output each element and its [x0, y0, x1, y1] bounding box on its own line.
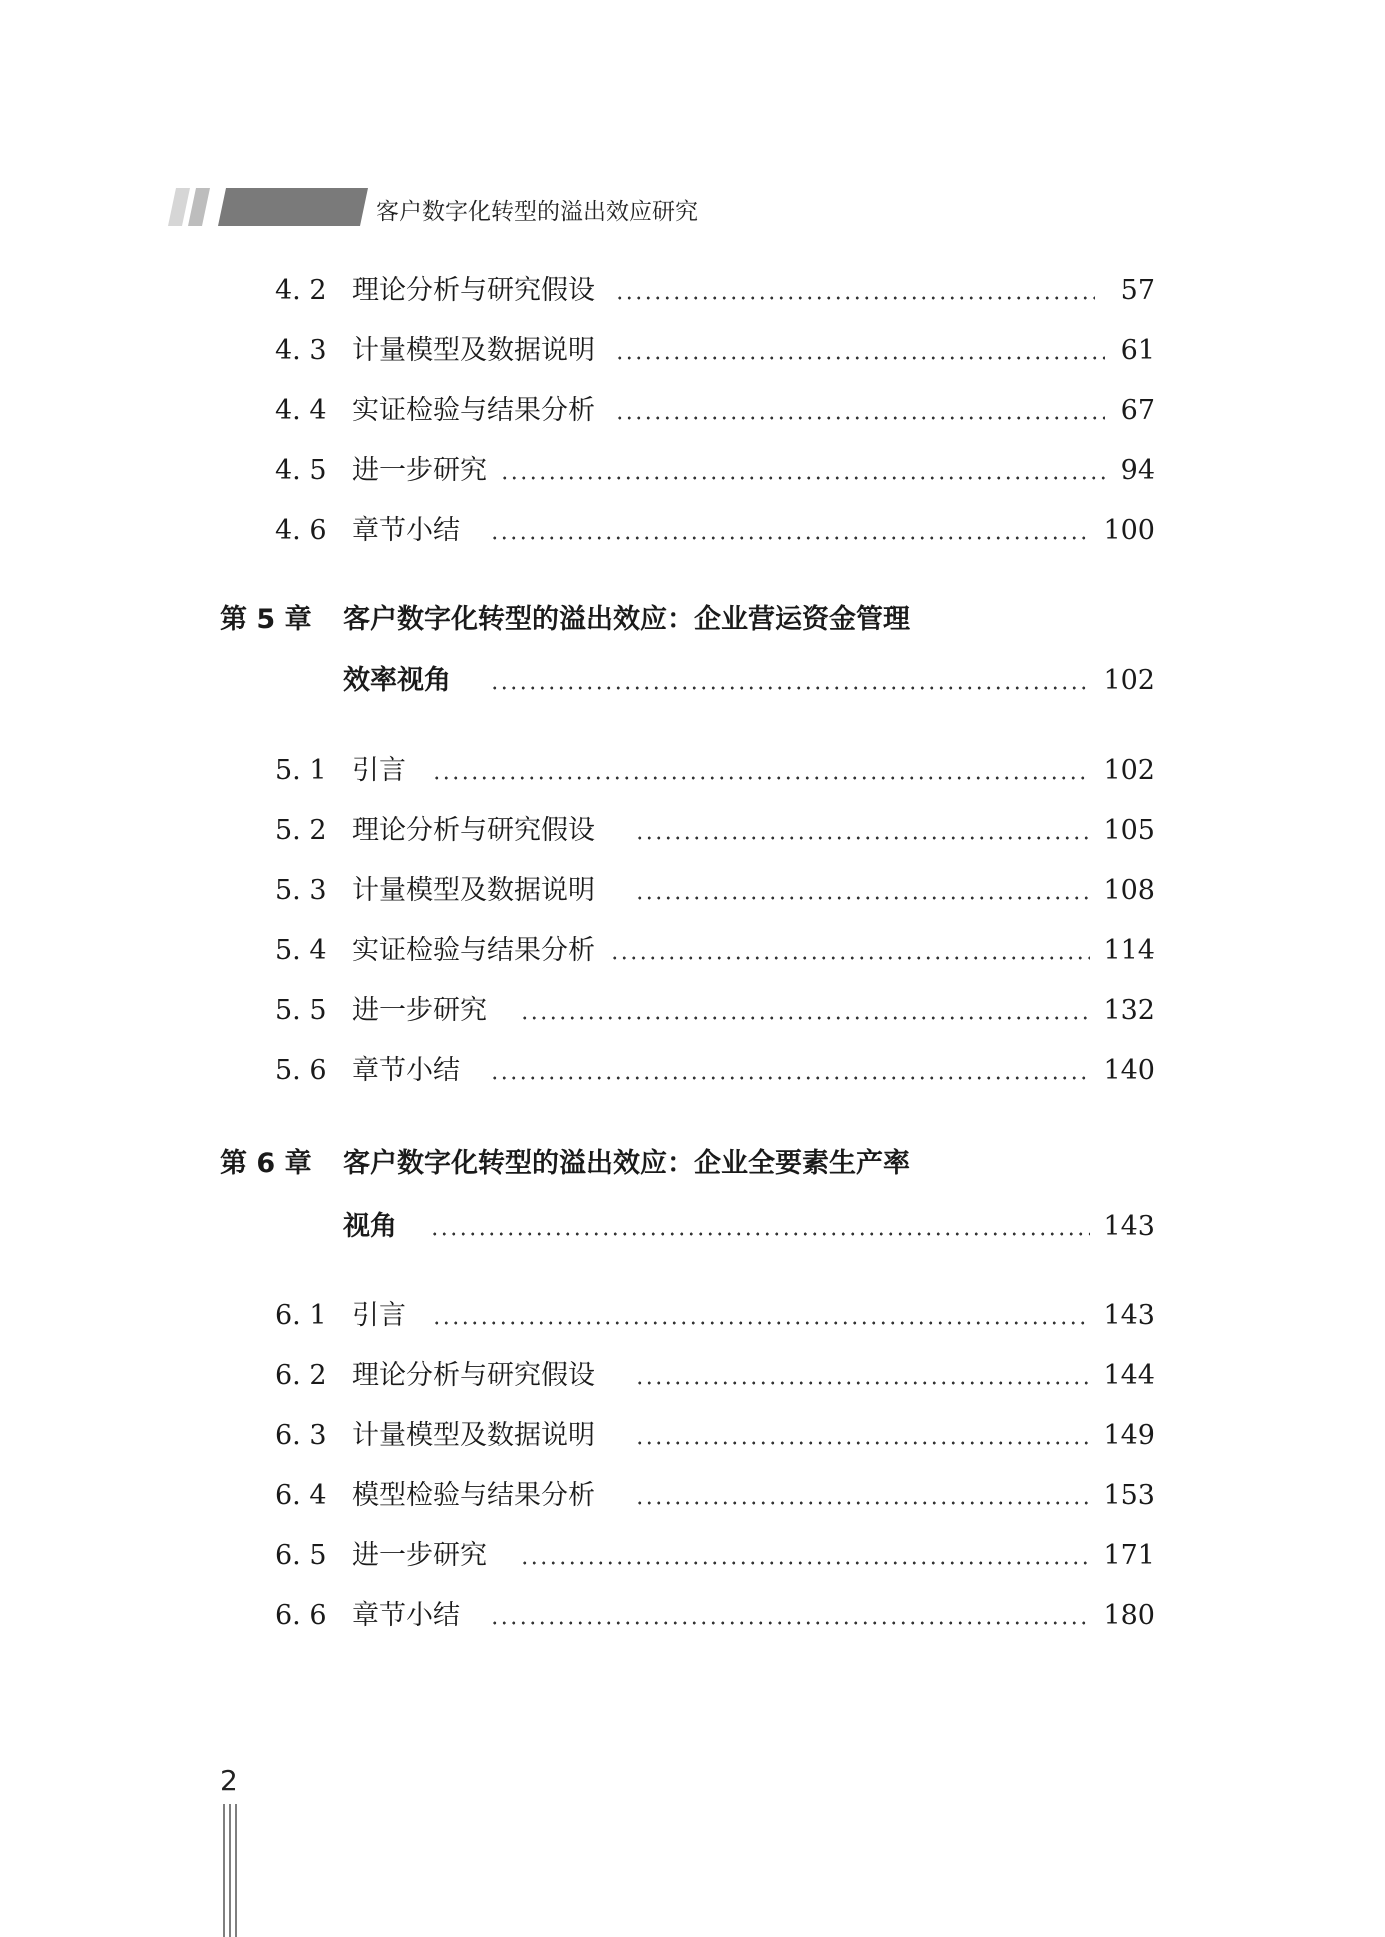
page-ref: 67 [1120, 395, 1155, 426]
section-title: 计量模型及数据说明 [352, 1420, 595, 1451]
toc-entry [0, 991, 1385, 1031]
page-ref: 171 [1103, 1540, 1155, 1571]
section-title: 实证检验与结果分析 [352, 395, 595, 426]
section-title: 进一步研究 [352, 1540, 487, 1571]
toc-entry [0, 751, 1385, 791]
section-title: 计量模型及数据说明 [352, 875, 595, 906]
page-ref: 94 [1120, 455, 1155, 486]
page-ref: 149 [1103, 1420, 1155, 1451]
dot-leader [432, 776, 1090, 780]
dot-leader [635, 1501, 1090, 1505]
section-title: 模型检验与结果分析 [352, 1480, 595, 1511]
chapter-number: 第 5 章 [220, 604, 312, 635]
page-ref: 105 [1103, 815, 1155, 846]
section-number: 5. 6 [275, 1055, 327, 1086]
section-title: 章节小结 [352, 515, 460, 546]
page-ref: 100 [1103, 515, 1155, 546]
chapter-heading-continued [0, 1207, 1385, 1247]
dot-leader [430, 1232, 1090, 1236]
page-ref: 102 [1103, 755, 1155, 786]
dot-leader [520, 1016, 1090, 1020]
section-number: 6. 6 [275, 1600, 327, 1631]
toc-entry [0, 511, 1385, 551]
header-decoration [168, 188, 368, 226]
section-number: 6. 5 [275, 1540, 327, 1571]
toc-entry [0, 391, 1385, 431]
page-ref: 143 [1103, 1211, 1155, 1242]
section-title: 进一步研究 [352, 995, 487, 1026]
section-number: 6. 4 [275, 1480, 327, 1511]
chapter-title-line2: 效率视角 [343, 665, 451, 696]
page-ref: 180 [1103, 1600, 1155, 1631]
section-title: 理论分析与研究假设 [352, 815, 595, 846]
dot-leader [635, 896, 1090, 900]
section-number: 4. 6 [275, 515, 327, 546]
toc-entry [0, 451, 1385, 491]
section-number: 4. 5 [275, 455, 327, 486]
section-number: 5. 3 [275, 875, 327, 906]
chapter-heading [0, 600, 1385, 640]
page-ref: 57 [1120, 275, 1155, 306]
section-number: 4. 2 [275, 275, 327, 306]
page-ref: 153 [1103, 1480, 1155, 1511]
section-number: 5. 1 [275, 755, 327, 786]
page-ref: 140 [1103, 1055, 1155, 1086]
page-number: 2 [220, 1764, 238, 1797]
section-number: 6. 1 [275, 1300, 327, 1331]
section-title: 引言 [352, 755, 406, 786]
footer-decoration [222, 1804, 252, 1937]
toc-entry [0, 1356, 1385, 1396]
dot-leader [490, 1621, 1090, 1625]
toc-entry [0, 1416, 1385, 1456]
page-ref: 143 [1103, 1300, 1155, 1331]
page-ref: 114 [1103, 935, 1155, 966]
section-title: 理论分析与研究假设 [352, 275, 595, 306]
chapter-number: 第 6 章 [220, 1148, 312, 1179]
chapter-title-line1: 客户数字化转型的溢出效应：企业全要素生产率 [343, 1148, 910, 1179]
page-ref: 108 [1103, 875, 1155, 906]
section-number: 5. 4 [275, 935, 327, 966]
dot-leader [490, 1076, 1090, 1080]
section-title: 引言 [352, 1300, 406, 1331]
toc-entry [0, 1051, 1385, 1091]
toc-entry [0, 1476, 1385, 1516]
toc-entry [0, 811, 1385, 851]
section-title: 进一步研究 [352, 455, 487, 486]
section-number: 6. 2 [275, 1360, 327, 1391]
page-ref: 144 [1103, 1360, 1155, 1391]
section-number: 5. 5 [275, 995, 327, 1026]
toc-entry [0, 331, 1385, 371]
page-ref: 132 [1103, 995, 1155, 1026]
dot-leader [615, 416, 1105, 420]
section-title: 计量模型及数据说明 [352, 335, 595, 366]
chapter-heading-continued [0, 661, 1385, 701]
dot-leader [615, 356, 1105, 360]
dot-leader [432, 1321, 1090, 1325]
toc-entry [0, 1296, 1385, 1336]
toc-entry [0, 271, 1385, 311]
section-number: 6. 3 [275, 1420, 327, 1451]
dot-leader [615, 296, 1095, 300]
section-number: 4. 3 [275, 335, 327, 366]
dot-leader [635, 836, 1090, 840]
page-ref: 61 [1120, 335, 1155, 366]
running-header-title: 客户数字化转型的溢出效应研究 [376, 199, 698, 225]
chapter-heading [0, 1144, 1385, 1184]
dot-leader [520, 1561, 1090, 1565]
section-title: 章节小结 [352, 1055, 460, 1086]
chapter-title-line2: 视角 [343, 1211, 397, 1242]
section-number: 5. 2 [275, 815, 327, 846]
dot-leader [490, 536, 1090, 540]
toc-entry [0, 1536, 1385, 1576]
section-title: 理论分析与研究假设 [352, 1360, 595, 1391]
dot-leader [490, 686, 1090, 690]
section-title: 实证检验与结果分析 [352, 935, 595, 966]
section-number: 4. 4 [275, 395, 327, 426]
page-ref: 102 [1103, 665, 1155, 696]
chapter-title-line1: 客户数字化转型的溢出效应：企业营运资金管理 [343, 604, 910, 635]
dot-leader [500, 476, 1105, 480]
section-title: 章节小结 [352, 1600, 460, 1631]
dot-leader [635, 1441, 1090, 1445]
toc-entry [0, 871, 1385, 911]
toc-entry [0, 1596, 1385, 1636]
toc-entry [0, 931, 1385, 971]
dot-leader [610, 956, 1090, 960]
dot-leader [635, 1381, 1090, 1385]
